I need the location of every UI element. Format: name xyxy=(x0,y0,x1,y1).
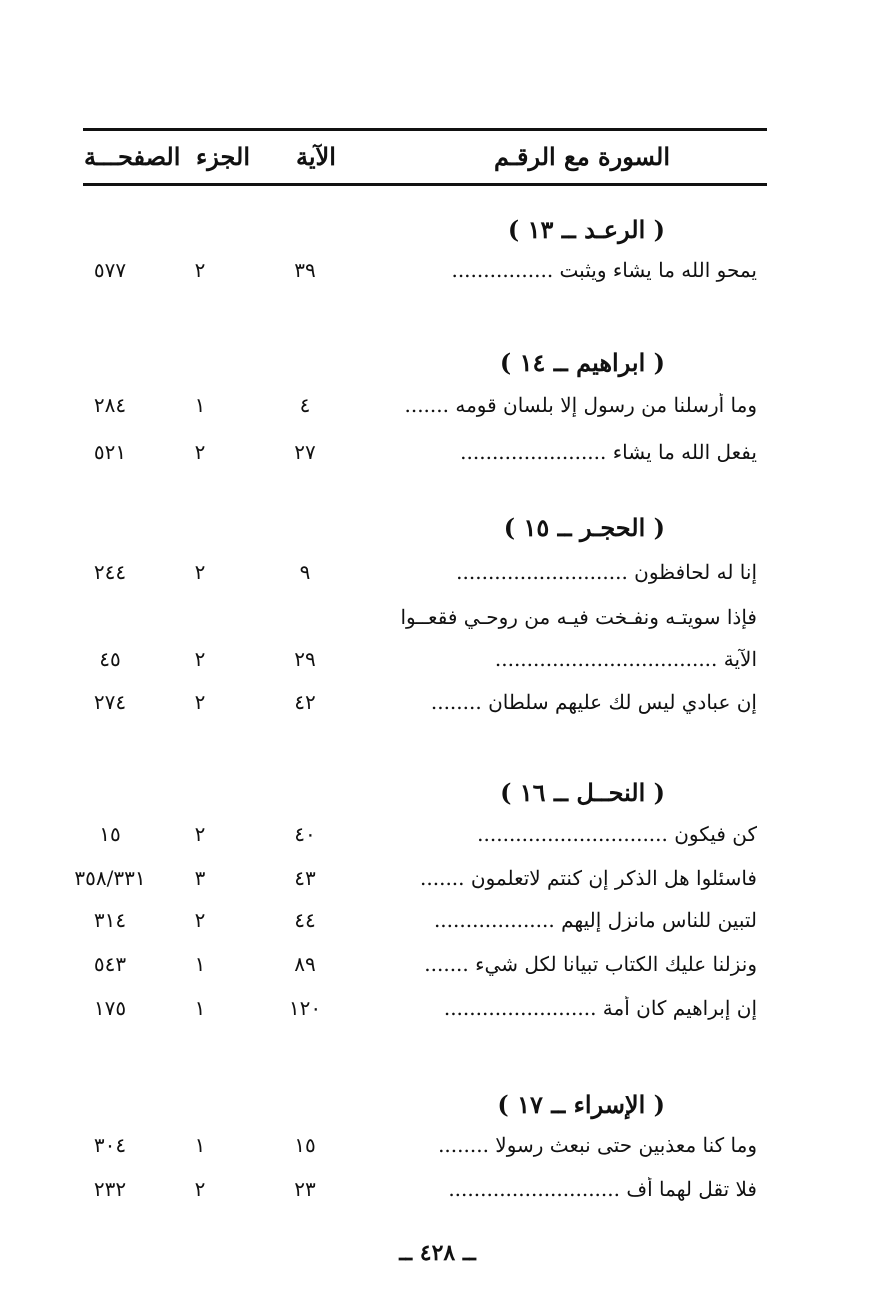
juz-number: ٢ xyxy=(194,822,206,846)
section-heading: ( النحــل ــ ١٦ ) xyxy=(500,778,665,807)
verse-text: فلا تقل لهما أف ........................... xyxy=(448,1177,757,1201)
page-number: ١٥ xyxy=(99,822,121,846)
ayah-number: ٩ xyxy=(299,560,311,584)
page-footer-number: ــ ٤٢٨ ــ xyxy=(399,1240,476,1266)
page-number: ٥٤٣ xyxy=(93,952,127,976)
table-row xyxy=(0,822,875,862)
ayah-number: ٤٠ xyxy=(294,822,316,846)
juz-number: ٣ xyxy=(194,866,206,890)
verse-text: وما أرسلنا من رسول إلا بلسان قومه ....... xyxy=(404,393,757,417)
juz-number: ١ xyxy=(194,996,206,1020)
juz-number: ٢ xyxy=(194,560,206,584)
column-header-page: الصفحـــة xyxy=(84,142,181,171)
column-header-ayah: الآية xyxy=(296,142,336,171)
juz-number: ٢ xyxy=(194,690,206,714)
juz-number: ١ xyxy=(194,393,206,417)
verse-text: كن فيكون .............................. xyxy=(477,822,757,846)
section-heading: ( الحجـر ــ ١٥ ) xyxy=(503,513,665,542)
ayah-number: ٢٧ xyxy=(294,440,316,464)
header-bottom-rule xyxy=(83,183,767,186)
section-heading: ( الرعـد ــ ١٣ ) xyxy=(507,215,665,244)
verse-text: يفعل الله ما يشاء ....................... xyxy=(460,440,757,464)
ayah-number: ٤ xyxy=(299,393,311,417)
ayah-number: ٢٩ xyxy=(294,647,316,671)
page-number: ٢٨٤ xyxy=(93,393,127,417)
section-heading: ( ابراهيم ــ ١٤ ) xyxy=(499,348,665,377)
header-top-rule xyxy=(83,128,767,131)
juz-number: ٢ xyxy=(194,647,206,671)
page-number: ٣٥٨/٣٣١ xyxy=(74,866,146,890)
juz-number: ١ xyxy=(194,1133,206,1157)
section-heading: ( الإسراء ــ ١٧ ) xyxy=(497,1090,665,1119)
table-row xyxy=(0,1133,875,1173)
ayah-number: ٤٤ xyxy=(294,908,316,932)
verse-text: فإذا سويتـه ونفـخت فيـه من روحـي فقعــوا xyxy=(400,605,757,629)
juz-number: ٢ xyxy=(194,440,206,464)
verse-text: لتبين للناس مانزل إليهم ................... xyxy=(433,908,757,932)
page-number: ٥٢١ xyxy=(93,440,127,464)
table-row xyxy=(0,393,875,433)
ayah-number: ٤٢ xyxy=(294,690,316,714)
table-row xyxy=(0,560,875,600)
table-row xyxy=(0,647,875,687)
page-number: ٣٠٤ xyxy=(93,1133,127,1157)
ayah-number: ٣٩ xyxy=(294,258,316,282)
ayah-number: ١٥ xyxy=(294,1133,316,1157)
table-row xyxy=(0,866,875,906)
verse-text: ونزلنا عليك الكتاب تبيانا لكل شيء ....... xyxy=(424,952,757,976)
table-row xyxy=(0,952,875,992)
verse-text: إن عبادي ليس لك عليهم سلطان ........ xyxy=(430,690,757,714)
table-row xyxy=(0,258,875,298)
page-number: ٢٤٤ xyxy=(93,560,127,584)
page-number: ٥٧٧ xyxy=(93,258,127,282)
verse-text: وما كنا معذبين حتى نبعث رسولا ........ xyxy=(438,1133,757,1157)
verse-text: يمحو الله ما يشاء ويثبت ................ xyxy=(451,258,757,282)
page-number: ٢٣٢ xyxy=(93,1177,127,1201)
verse-text: إنا له لحافظون ........................... xyxy=(456,560,757,584)
table-row xyxy=(0,1177,875,1217)
table-row xyxy=(0,605,875,645)
column-header-surah: السورة مع الرقـم xyxy=(494,142,670,171)
juz-number: ١ xyxy=(194,952,206,976)
ayah-number: ٨٩ xyxy=(294,952,316,976)
juz-number: ٢ xyxy=(194,908,206,932)
ayah-number: ٢٣ xyxy=(294,1177,316,1201)
verse-text: الآية ................................... xyxy=(494,647,757,671)
table-row xyxy=(0,440,875,480)
verse-text: فاسئلوا هل الذكر إن كنتم لاتعلمون ....... xyxy=(420,866,757,890)
table-row xyxy=(0,996,875,1036)
table-row xyxy=(0,908,875,948)
table-row xyxy=(0,690,875,730)
juz-number: ٢ xyxy=(194,258,206,282)
page-number: ٤٥ xyxy=(99,647,121,671)
page-number: ١٧٥ xyxy=(93,996,127,1020)
verse-text: إن إبراهيم كان أمة ........................ xyxy=(443,996,757,1020)
juz-number: ٢ xyxy=(194,1177,206,1201)
page-number: ٢٧٤ xyxy=(93,690,127,714)
page-number: ٣١٤ xyxy=(93,908,127,932)
ayah-number: ١٢٠ xyxy=(288,996,322,1020)
column-header-juz: الجزء xyxy=(196,142,250,171)
ayah-number: ٤٣ xyxy=(294,866,316,890)
